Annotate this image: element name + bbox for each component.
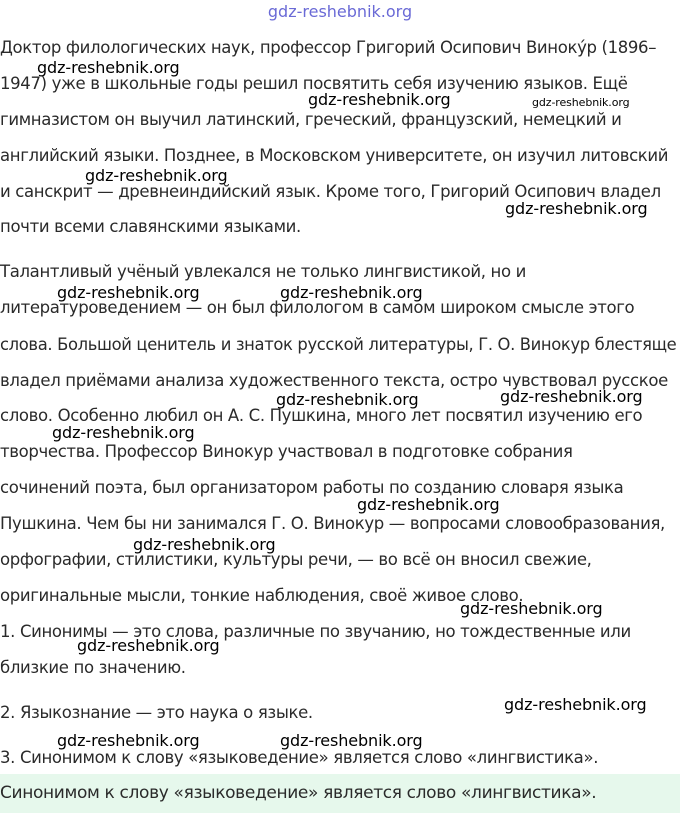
watermark: gdz-reshebnik.org [504, 695, 647, 714]
watermark: gdz-reshebnik.org [500, 387, 643, 406]
final-answer-box [0, 774, 680, 813]
watermark: gdz-reshebnik.org [357, 495, 500, 514]
text-line: оригинальные мысли, тонкие наблюдения, своё живое слово. [0, 586, 524, 605]
text-line: Талантливый учёный увлекался не только лингвистикой, но и [0, 262, 526, 281]
answer-item-3: 3. Синонимом к слову «языковедение» является слово «лингвистика». [0, 748, 599, 767]
text-line: владел приёмами анализа художественного текста, остро чувствовал русское [0, 371, 668, 390]
watermark: gdz-reshebnik.org [37, 58, 180, 77]
text-line: 1947) уже в школьные годы решил посвятить себя изучению языков. Ещё [0, 74, 628, 93]
text-line: английский языки. Позднее, в Московском университете, он изучил литовский [0, 146, 669, 165]
text-line: Пушкина. Чем бы ни занимался Г. О. Винокур — вопросами словообразования, [0, 514, 665, 533]
text-line: творчества. Профессор Винокур участвовал в подготовке собрания [0, 442, 573, 461]
watermark: gdz-reshebnik.org [57, 283, 200, 302]
watermark: gdz-reshebnik.org [532, 96, 630, 109]
final-answer-text: Синонимом к слову «языковедение» является слово «лингвистика». [0, 783, 597, 803]
watermark: gdz-reshebnik.org [276, 390, 419, 409]
watermark: gdz-reshebnik.org [280, 731, 423, 750]
text-line: литературоведением — он был филологом в самом широком смысле этого [0, 298, 635, 317]
text-line: слово. Особенно любил он А. С. Пушкина, много лет посвятил изучению его [0, 406, 643, 425]
watermark: gdz-reshebnik.org [77, 636, 220, 655]
watermark: gdz-reshebnik.org [460, 599, 603, 618]
answer-item-2: 2. Языкознание — это наука о языке. [0, 703, 313, 722]
watermark: gdz-reshebnik.org [85, 166, 228, 185]
watermark: gdz-reshebnik.org [308, 90, 451, 109]
watermark: gdz-reshebnik.org [133, 535, 276, 554]
watermark: gdz-reshebnik.org [57, 731, 200, 750]
text-line: сочинений поэта, был организатором работы по созданию словаря языка [0, 478, 624, 497]
text-line: Доктор филологических наук, профессор Григорий Осипович Винокýр (1896– [0, 38, 657, 57]
answer-item-1: 1. Синонимы — это слова, различные по звучанию, но тождественные или [0, 622, 631, 641]
text-line: гимназистом он выучил латинский, греческий, французский, немецкий и [0, 110, 622, 129]
text-line: почти всеми славянскими языками. [0, 217, 301, 236]
text-line: орфографии, стилистики, культуры речи, — во всё он вносил свежие, [0, 550, 592, 569]
text-line: и санскрит — древнеиндийский язык. Кроме того, Григорий Осипович владел [0, 182, 661, 201]
watermark: gdz-reshebnik.org [52, 423, 195, 442]
answer-item-1-continued: близкие по значению. [0, 658, 186, 677]
text-line: слова. Большой ценитель и знаток русской литературы, Г. О. Винокур блестяще [0, 335, 677, 354]
watermark: gdz-reshebnik.org [280, 283, 423, 302]
watermark: gdz-reshebnik.org [505, 199, 648, 218]
site-header-link[interactable]: gdz-reshebnik.org [267, 2, 413, 21]
